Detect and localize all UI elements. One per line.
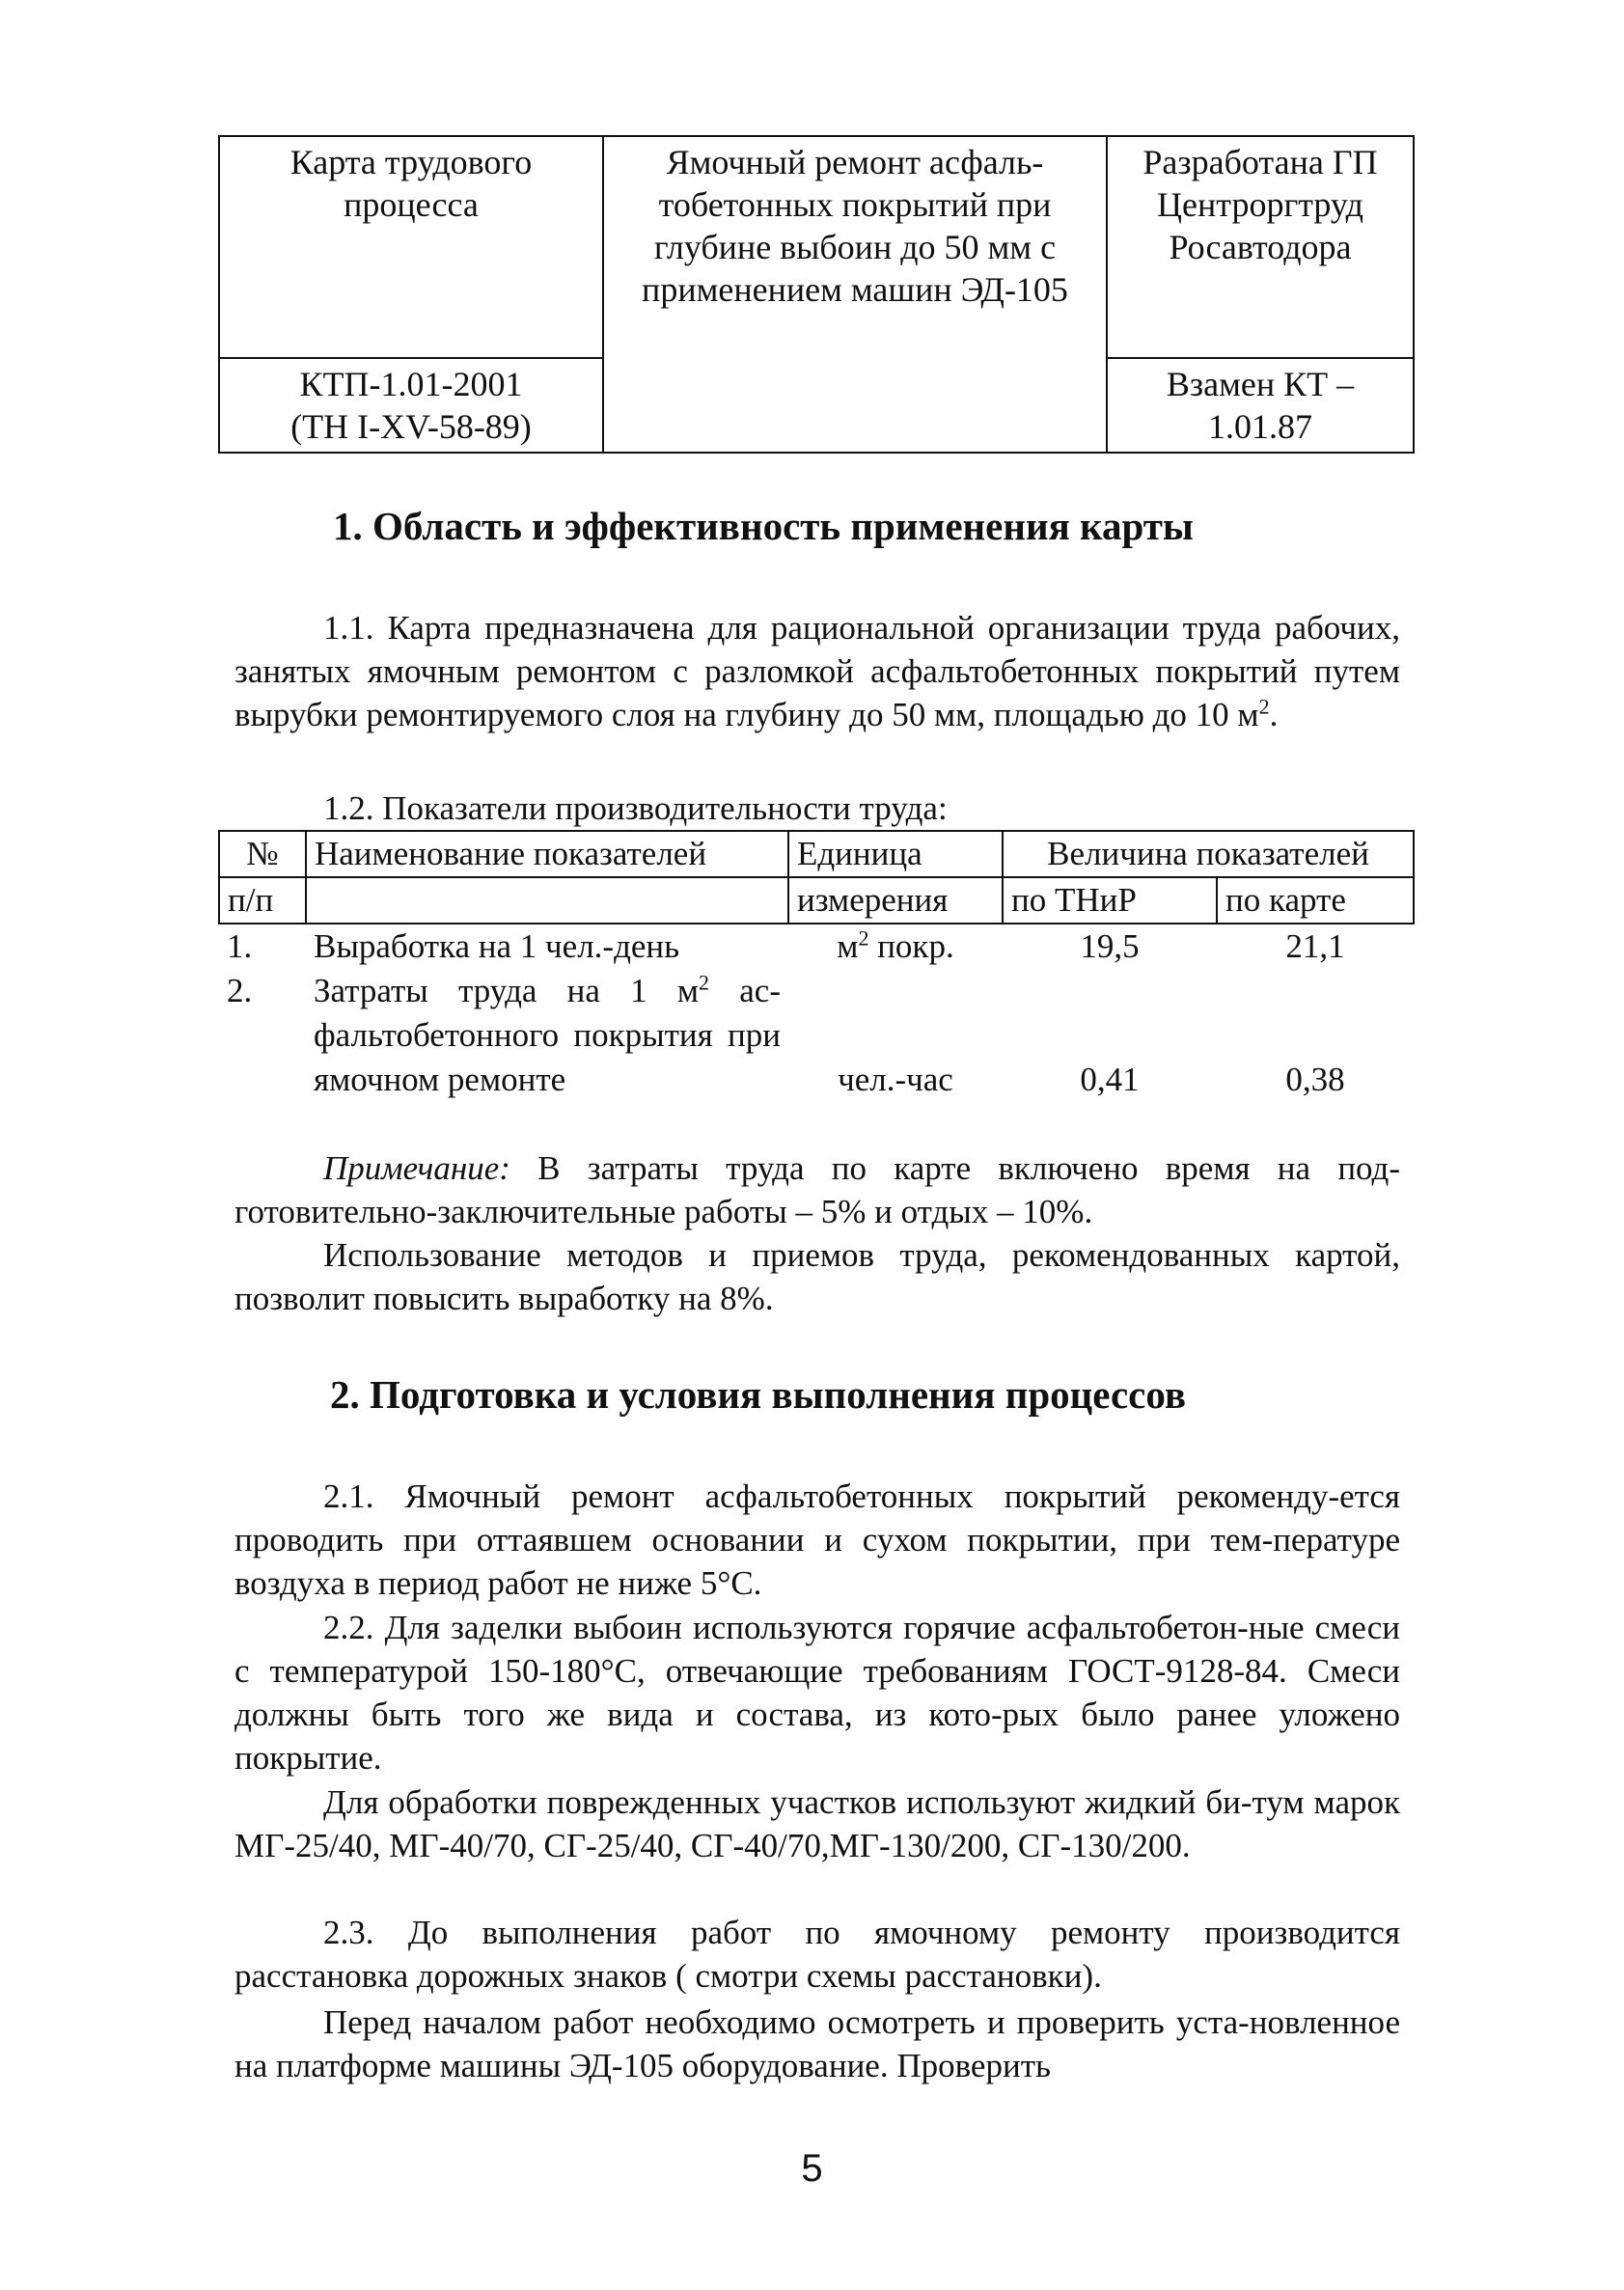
header-table bbox=[218, 135, 1415, 454]
col-unit-header: Единица bbox=[788, 831, 1003, 877]
row-unit: чел.-час bbox=[838, 1061, 953, 1098]
row-name: Затраты труда на 1 $м^2$ ас-фальтобетонного покрытия при ямочном ремонте bbox=[314, 970, 781, 1098]
table-row bbox=[219, 969, 1414, 1102]
row-card-value: 0,38 bbox=[1285, 1061, 1345, 1098]
note-paragraph bbox=[234, 1146, 1400, 1233]
col-number-subheader: п/п bbox=[219, 877, 306, 924]
paragraph-1-1-text: 1.1. Карта предназначена для рациональной организации труда рабочих, занятых ямочным ремонтом с разломкой асфальтобетонных покрытий путем вырубки ремонтируемого слоя на глубину до 50 мм, площадью до 10 м bbox=[234, 609, 1400, 733]
col-name-subheader-empty bbox=[306, 877, 788, 924]
col-name-header: Наименование показателей bbox=[306, 831, 788, 877]
note-paragraph-2: Использование методов и приемов труда, рекомендованных картой, позволит повысить выработку на 8%. bbox=[234, 1236, 1400, 1317]
paragraph-2-1: 2.1. Ямочный ремонт асфальтобетонных покрытий рекоменду-ется проводить при оттаявшем основании и сухом покрытии, при тем-пературе воздуха в период работ не ниже 5°С. bbox=[234, 1477, 1400, 1602]
col-unit-subheader: измерения bbox=[788, 877, 1003, 924]
section1-heading: 1. Область и эффективность применения карты bbox=[333, 504, 1194, 548]
paragraph-end: . bbox=[1269, 696, 1279, 733]
row-tnir-value: 0,41 bbox=[1080, 1061, 1140, 1098]
paragraph-1-2: 1.2. Показатели производительности труда: bbox=[323, 789, 948, 827]
row-card-value: 21,1 bbox=[1285, 927, 1345, 965]
indicators-table bbox=[218, 830, 1415, 1102]
paragraph-2-2: 2.2. Для заделки выбоин используются горячие асфальтобетон-ные смеси с температурой 150-180°С, отвечающие требованиям ГОСТ-9128-84. Смеси должны быть того же вида и состава, из кото-рых было ранее уложено покрытие. bbox=[234, 1609, 1400, 1777]
developed-by-cell: Разработана ГП Центроргтруд Росавтодора bbox=[1107, 136, 1414, 358]
row-number: 2. bbox=[227, 972, 253, 1009]
page-number: 5 bbox=[801, 2147, 823, 2190]
table-row bbox=[219, 924, 1414, 969]
paragraph-1-1 bbox=[234, 606, 1400, 736]
paragraph-2-2b: Для обработки поврежденных участков используют жидкий би-тум марок МГ-25/40, МГ-40/70, СГ-25/40, СГ-40/70,МГ-130/200, СГ-130/200. bbox=[234, 1783, 1400, 1864]
note-text: В затраты труда по карте включено время на под-готовительно-заключительные работы – 5% и отдых – 10%. bbox=[234, 1149, 1400, 1230]
col-value-header: Величина показателей bbox=[1003, 831, 1414, 877]
replaces-cell: Взамен КТ – 1.01.87 bbox=[1107, 358, 1414, 453]
paragraph-2-3: 2.3. До выполнения работ по ямочному ремонту производится расстановка дорожных знаков ( смотри схемы расстановки). bbox=[234, 1914, 1400, 1995]
col-number-header: № bbox=[219, 831, 306, 877]
card-code-cell: КТП-1.01-2001 (ТН I-XV-58-89) bbox=[219, 358, 603, 453]
section2-heading: 2. Подготовка и условия выполнения процессов bbox=[330, 1372, 1186, 1417]
superscript: 2 bbox=[1258, 694, 1270, 719]
col-card-header: по карте bbox=[1217, 877, 1414, 924]
row-tnir-value: 19,5 bbox=[1080, 927, 1140, 965]
row-unit: $м^2$ покр. bbox=[837, 925, 954, 965]
note-label: Примечание: bbox=[323, 1149, 510, 1187]
paragraph-2-3b: Перед началом работ необходимо осмотреть и проверить уста-новленное на платформе машины ЭД-105 оборудование. Проверить bbox=[234, 2003, 1400, 2084]
row-number: 1. bbox=[227, 927, 253, 965]
row-name: Выработка на 1 чел.-день bbox=[314, 927, 680, 965]
card-title-cell: Ямочный ремонт асфаль-тобетонных покрытий при глубине выбоин до 50 мм с применением машин ЭД-105 bbox=[603, 136, 1107, 453]
col-tnir-header: по ТНиР bbox=[1003, 877, 1217, 924]
card-type-cell: Карта трудового процесса bbox=[219, 136, 603, 358]
